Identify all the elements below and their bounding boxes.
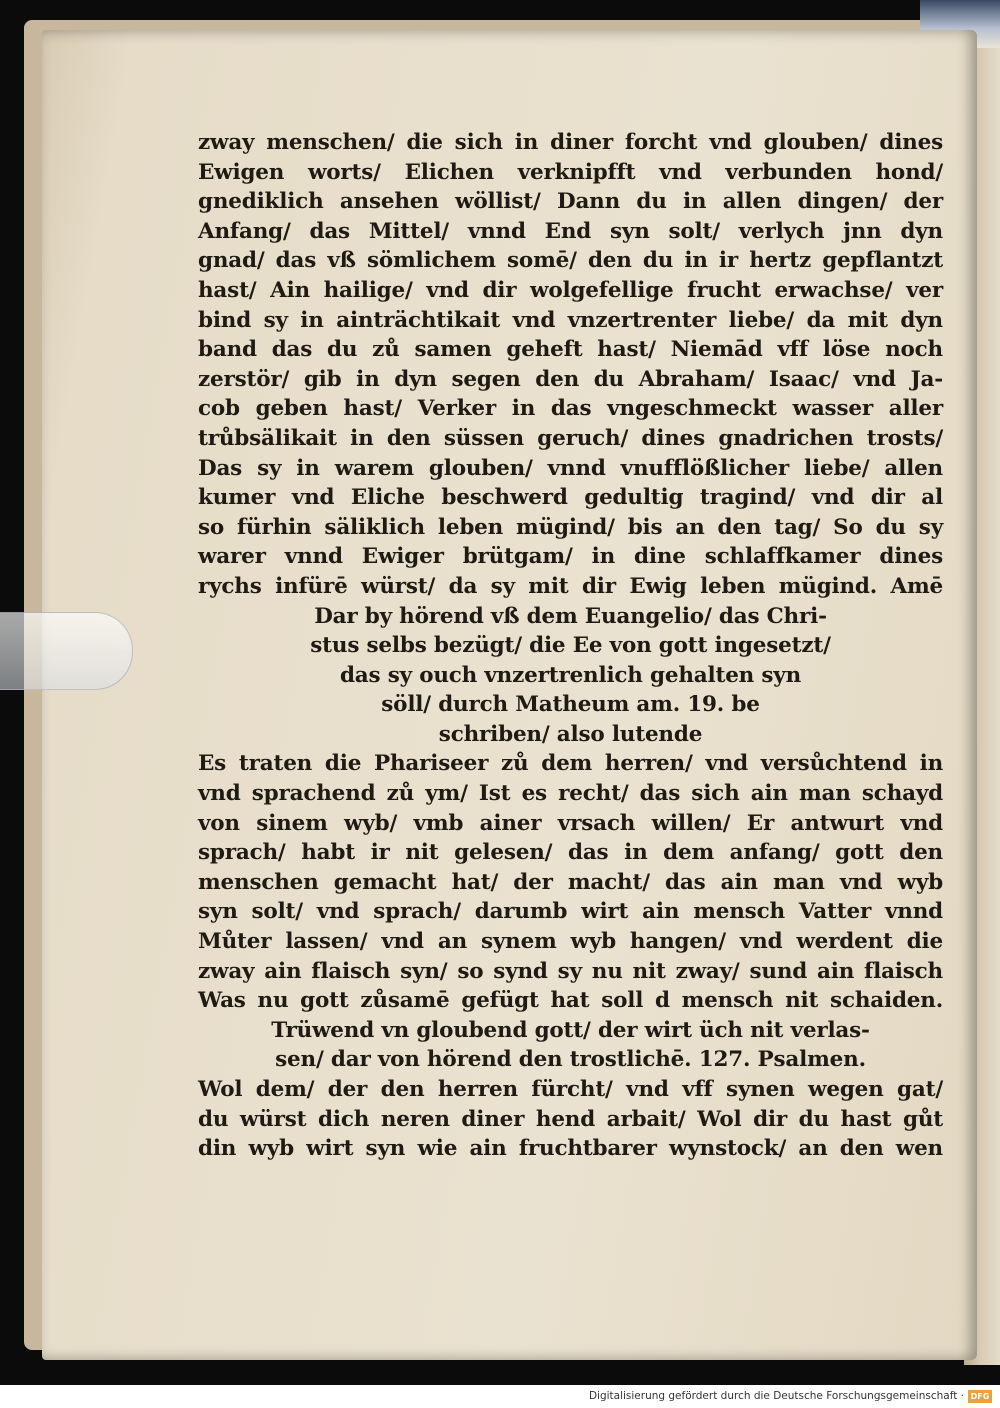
text-line: zerstör/ gib in dyn segen den du Abraham/ Isaac/ vnd Ja- (198, 366, 943, 392)
text-line: cob geben hast/ Verker in das vngeschmeckt wasser aller (198, 396, 943, 422)
footer-bar (0, 1385, 1000, 1408)
heading-line: söll/ durch Matheum am. 19. be (381, 692, 760, 718)
text-line: menschen gemacht hat/ der macht/ das ain man vnd wyb (198, 869, 943, 895)
heading-line: sen/ dar von hörend den trostlichē. 127. Psalmen. (275, 1047, 866, 1073)
heading-line: Trüwend vn gloubend gott/ der wirt üch nit verlas- (271, 1017, 870, 1043)
funding-notice: Digitalisierung gefördert durch die Deutsche Forschungsgemeinschaft · (588, 1390, 964, 1402)
text-line: Anfang/ das Mittel/ vnnd End syn solt/ verlych jnn dyn (198, 218, 943, 244)
dfg-logo-icon[interactable]: DFG (968, 1390, 992, 1403)
heading-line: Dar by hörend vß dem Euangelio/ das Chri- (314, 603, 827, 629)
text-line: so fürhin säliklich leben mügind/ bis an den tag/ So du sy (198, 514, 943, 540)
text-line: von sinem wyb/ vmb ainer vrsach willen/ Er antwurt vnd (198, 810, 943, 836)
text-line: gnad/ das vß sömlichem somē/ den du in ir hertz gepflantzt (198, 248, 943, 274)
text-line: Ewigen worts/ Elichen verknipfft vnd verbunden hond/ (198, 159, 943, 185)
page-text-block (198, 128, 943, 1164)
text-line: Es traten die Phariseer zů dem herren/ vnd versůchtend in (198, 751, 943, 777)
text-line: Das sy in warem glouben/ vnnd vnufflößlicher liebe/ allen (198, 455, 943, 481)
text-line: syn solt/ vnd sprach/ darumb wirt ain mensch Vatter vnnd (198, 899, 943, 925)
heading-line: schriben/ also lutende (438, 721, 703, 747)
text-line: Můter lassen/ vnd an synem wyb hangen/ vnd werdent die (198, 929, 943, 955)
page-clip (0, 612, 133, 690)
text-line: gnediklich ansehen wöllist/ Dann du in allen dingen/ der (198, 189, 943, 215)
text-line: zway menschen/ die sich in diner forcht vnd glouben/ dines (198, 130, 943, 155)
text-line: Was nu gott zůsamē gefügt hat soll d mensch nit schaiden. (198, 988, 943, 1014)
text-line: trůbsälikait in den süssen geruch/ dines gnadrichen trosts/ (198, 425, 943, 451)
text-line: zway ain flaisch syn/ so synd sy nu nit zway/ sund ain flaisch (198, 958, 943, 984)
text-line: din wyb wirt syn wie ain fruchtbarer wynstock/ an den wen (198, 1136, 943, 1162)
text-line: band das du zů samen geheft hast/ Niemād vff löse noch (198, 337, 943, 363)
text-line: warer vnnd Ewiger brütgam/ in dine schlaffkamer dines (198, 544, 943, 570)
text-line: du würst dich neren diner hend arbait/ Wol dir du hast gůt (198, 1106, 943, 1132)
text-line: Wol dem/ der den herren fürcht/ vnd vff synen wegen gat/ (198, 1077, 943, 1102)
text-line: sprach/ habt ir nit gelesen/ das in dem anfang/ gott den (198, 840, 943, 866)
text-line: kumer vnd Eliche beschwerd gedultig tragind/ vnd dir al (198, 485, 943, 511)
text-line: vnd sprachend zů ym/ Ist es recht/ das sich ain man schayd (198, 781, 943, 807)
text-line: hast/ Ain hailige/ vnd dir wolgefellige frucht erwachse/ ver (198, 277, 943, 303)
text-line: rychs infürē würst/ da sy mit dir Ewig leben mügind. Amē (198, 573, 943, 599)
text-line: bind sy in ainträchtikait vnd vnzertrenter liebe/ da mit dyn (198, 307, 943, 333)
heading-line: stus selbs bezügt/ die Ee von gott ingesetzt/ (310, 633, 831, 659)
heading-line: das sy ouch vnzertrenlich gehalten syn (339, 662, 802, 688)
